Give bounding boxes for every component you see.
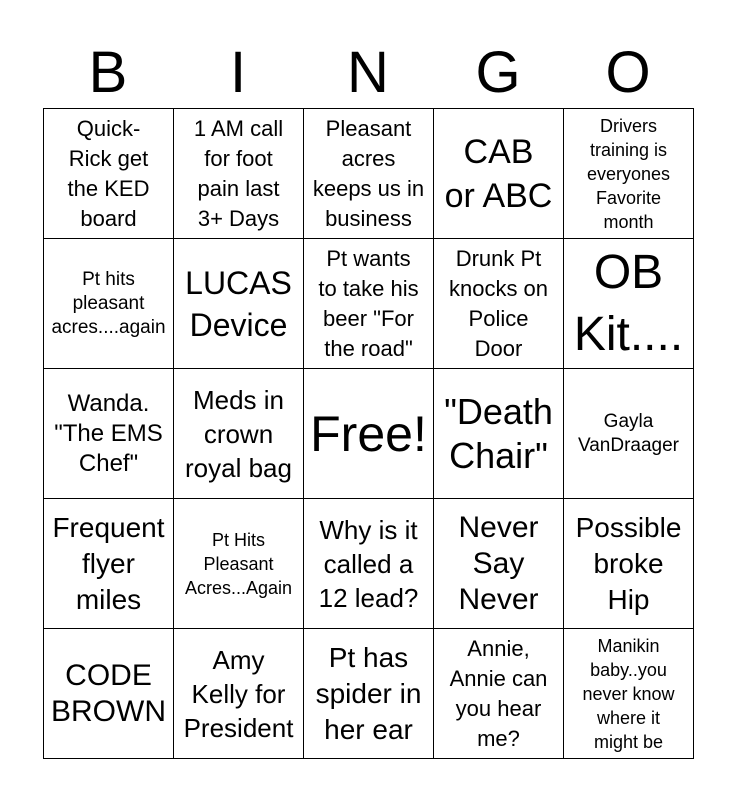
cell-text: OB Kit....	[573, 245, 684, 361]
cell-text: Drivers training is everyones Favorite month	[586, 115, 671, 232]
cell-text: Gayla VanDraager	[577, 410, 680, 456]
free-space	[304, 369, 434, 499]
cell-text: Pt wants to take his beer "For the road"	[318, 245, 419, 361]
bingo-cell	[174, 369, 304, 499]
bingo-cell	[564, 499, 694, 629]
bingo-cell	[564, 369, 694, 499]
cell-text: Free!	[310, 405, 427, 462]
bingo-cell	[174, 499, 304, 629]
header-letter-i: I	[229, 40, 247, 105]
bingo-cell	[174, 629, 304, 759]
cell-text: Wanda. "The EMS Chef"	[54, 389, 163, 477]
bingo-cell	[304, 629, 434, 759]
bingo-header	[43, 40, 693, 106]
bingo-cell	[44, 239, 174, 369]
header-letter-b: B	[88, 40, 128, 105]
cell-text: Possible broke Hip	[575, 511, 682, 615]
cell-text: CAB or ABC	[444, 132, 553, 215]
bingo-cell	[564, 239, 694, 369]
bingo-board	[43, 108, 694, 759]
bingo-cell	[434, 499, 564, 629]
bingo-cell	[174, 239, 304, 369]
bingo-cell	[44, 109, 174, 239]
bingo-cell	[44, 629, 174, 759]
cell-text: Pt hits pleasant acres....again	[51, 268, 166, 338]
bingo-cell	[564, 109, 694, 239]
cell-text: "Death Chair"	[444, 390, 553, 476]
header-letter-g: G	[475, 40, 521, 105]
bingo-cell	[304, 109, 434, 239]
cell-text: Why is it called a 12 lead?	[318, 514, 419, 613]
cell-text: Drunk Pt knocks on Police Door	[448, 245, 549, 361]
bingo-cell	[434, 369, 564, 499]
cell-text: 1 AM call for foot pain last 3+ Days	[193, 115, 284, 231]
cell-text: Manikin baby..you never know where it might be	[582, 635, 675, 752]
cell-text: CODE BROWN	[51, 658, 166, 728]
header-letter-n: N	[347, 40, 389, 105]
cell-text: Never Say Never	[458, 510, 539, 616]
bingo-cell	[434, 239, 564, 369]
cell-text: Pt Hits Pleasant Acres...Again	[184, 529, 293, 598]
bingo-cell	[434, 109, 564, 239]
bingo-cell	[174, 109, 304, 239]
bingo-cell	[44, 369, 174, 499]
bingo-cell	[44, 499, 174, 629]
cell-text: Pt has spider in her ear	[315, 641, 422, 745]
bingo-cell	[304, 239, 434, 369]
cell-text: Annie, Annie can you hear me?	[449, 635, 548, 751]
bingo-cell	[434, 629, 564, 759]
cell-text: Frequent flyer miles	[52, 511, 165, 615]
cell-text: Amy Kelly for President	[183, 644, 294, 743]
cell-text: Quick- Rick get the KED board	[67, 115, 150, 231]
bingo-cell	[564, 629, 694, 759]
cell-text: Meds in crown royal bag	[185, 384, 292, 483]
bingo-cell	[304, 499, 434, 629]
cell-text: LUCAS Device	[185, 264, 292, 343]
header-letter-o: O	[605, 40, 651, 105]
cell-text: Pleasant acres keeps us in business	[312, 115, 425, 231]
